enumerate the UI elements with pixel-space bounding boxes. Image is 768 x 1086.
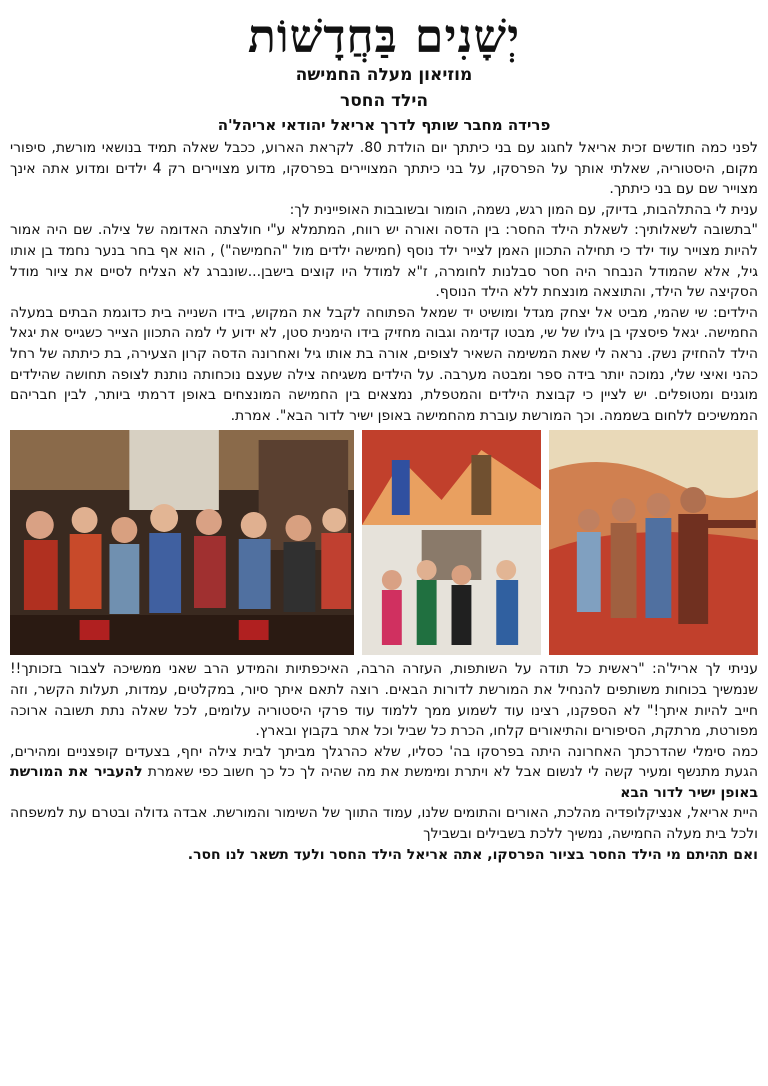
photo-strip bbox=[10, 430, 758, 655]
closing-body bbox=[10, 659, 758, 865]
bold-quote: להעביר את המורשת באופן ישיר לדור הבא bbox=[10, 764, 758, 801]
paragraph bbox=[10, 742, 758, 804]
visitors-fresco-photo bbox=[362, 430, 541, 655]
paragraph: היית אריאל, אנציקלופדיה מהלכת, האורים והתומים שלנו, עמוד התווך של השימור והמורשת. אבדה גדולה ובטרם עת למשפחה ולכל בית מעלה החמישה, נמשיך ללכת בשבילים ובשבילך bbox=[10, 805, 758, 843]
paragraph: לפני כמה חודשים זכית אריאל לחגוג עם בני כיתתך יום הולדת 80. לקראת הארוע, ככבל שאלה תמיד בנושאי מורשת, סיפורי מקום, היסטוריה, שאלתי אותך על הפרסקו, על בני כיתתך המצויירים בפרסקו, מדוע מצויירים רק 4 ילדים ומדוע אתה אינך מצוייר שם עם בני כיתתך. bbox=[10, 140, 758, 198]
article-headline: הילד החסר bbox=[339, 91, 429, 111]
fresco-children-photo bbox=[549, 430, 758, 655]
group-photo bbox=[10, 430, 354, 655]
paragraph-text: כמה סימלי שהדרכתך האחרונה היתה בפרסקו בה' כסליו, שלא כהרגלך מביתך לבית צילה יחף, בצעדים קופצניים ומהירים, הגעת מתנשף ומעיר קשה לי לנשום אבל לא ויתרת ומימשת את מה שהיה לך כל כך חשוב כפי שאמרת bbox=[10, 743, 759, 781]
paragraph: "בתשובה לשאלותיך: לשאלת הילד החסר: בין הדסה ואורה יש רווח, המתמלא ע"י חולצתה האדומה של צילה. שם היה אמור להיות מצוייר עוד ילד כי תחילה התכוון האמן לצייר ילד נוסף (חמישה ילדים מול "החמישה") , הוא אף בחר בנער נחמד בן אותו גיל, אלא שהמודל הנבחר היה חסר סבלנות לחומרה, ז"א למודל היו קוצים בישבן...שונברג לא הצליח לסיים את ציור מודל הסקיצה של הילד, והתוצאה מונצחת ללא הילד הנוסף. bbox=[10, 222, 758, 301]
article-subheadline: פרידה מחבר שותף לדרך אריאל יהודאי אריהל'ה bbox=[217, 116, 551, 134]
paragraph: הילדים: שי שהמי, מביט אל יצחק מגדל ומושיט יד שמאל הפתוחה לקבל את המקוש, בידו השנייה בית כדוגמת הבתים במעלה החמישה. יגאל פיסצקי בן גילו של שי, מבטו קדימה וגבוה מחזיק בידו הימנית סטן, לא ידוע לי למה התכוון הצייר כשגייס את יגאל הילד להחזיק נשק. נראה לי שאת המשימה השאיר לצופים, אורה בת אותו גיל ואחרונה הדסה קרון הצעירה, בת כיתתה של רחל כהני ואיצי שלי, נמוכה יותר בידה ספר ומבטה מערבה. על הילדים משגיחה צילה שעצם נוכחותה נותנת לצופה תחושה שהילדים מוגנים ומטופלים. יש לציין כי קבוצת הילדים והמטפלת, נמצאים בין החמישה המונצחים באופן דרמתי ביותר, לבין חבריהם הממשיכים ללחום בשממה. וכך המורשת עוברת מהחמישה באופן ישיר לדור הבא". אמרת. bbox=[10, 304, 758, 424]
masthead: יְשָׁנִים בַּחֲדָשׁוֹת bbox=[247, 9, 521, 63]
closing-line: ואם תהיתם מי הילד החסר בציור הפרסקו, אתה אריאל הילד החסר ולעד תשאר לנו חסר. bbox=[187, 846, 758, 863]
article-body bbox=[10, 138, 758, 426]
paragraph: עניתי לך אריל'ה: "ראשית כל תודה על השותפות, העזרה הרבה, האיכפתיות והמידע הרב שאני ממשיכה לצבור בזכותך!! שנמשיך בכוחות משותפים להנחיל את המורשת לדורות הבאים. רוצה לתאם איתך סיור, במקלטים, עמדות, תעלות הקשר, וזה חייב להיות איתך!" לא הספקנו, רצינו עוד לשמוע ממך ללמוד עוד פרקי היסטוריה עלומים, לכל שאלה נתת תשובה ארוכה מפורטת, מרתקת, הסיפורים והתיאורים קלחו, הכרת כל שביל וכל אתר בקבוץ ובארץ. bbox=[10, 661, 758, 740]
paragraph: ענית לי בהתלהבות, בדיוק, עם המון רגש, נשמה, הומור ובשובבות האופיינית לך: bbox=[289, 201, 758, 218]
museum-name: מוזיאון מעלה החמישה bbox=[295, 65, 473, 85]
